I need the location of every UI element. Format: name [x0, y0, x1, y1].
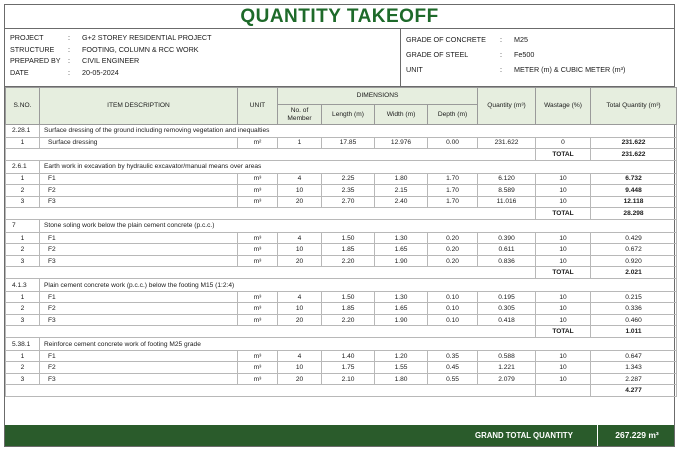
section-title: Stone soling work below the plain cement concrete (p.c.c.) — [40, 220, 677, 233]
spacer-cell — [6, 149, 536, 161]
info-label: STRUCTURE — [10, 44, 55, 54]
cell-members: 20 — [278, 255, 322, 267]
section-row — [6, 279, 677, 292]
cell-depth: 0.20 — [428, 232, 478, 244]
total-label: TOTAL — [536, 267, 591, 279]
cell-length: 2.35 — [322, 185, 375, 197]
section-title: Earth work in excavation by hydraulic excavator/manual means over areas — [40, 161, 677, 174]
cell-total: 9.448 — [591, 185, 677, 197]
cell-qty: 1.221 — [478, 362, 536, 374]
info-colon: : — [68, 56, 70, 66]
cell-unit: m³ — [238, 244, 278, 256]
table-row — [6, 291, 677, 303]
cell-total: 6.732 — [591, 173, 677, 185]
cell-width: 2.40 — [375, 196, 428, 208]
project-info — [5, 29, 674, 87]
cell-width: 1.90 — [375, 314, 428, 326]
info-colon: : — [500, 35, 502, 44]
cell-width: 12.976 — [375, 137, 428, 149]
table-row — [6, 137, 677, 149]
cell-unit: m³ — [238, 350, 278, 362]
info-value: CIVIL ENGINEER — [82, 56, 140, 66]
header-members: No. of Member — [278, 105, 322, 125]
grand-total-bar — [5, 425, 674, 446]
cell-desc: F2 — [40, 244, 238, 256]
cell-unit: m³ — [238, 362, 278, 374]
cell-members: 10 — [278, 303, 322, 315]
cell-unit: m³ — [238, 303, 278, 315]
section-title: Reinforce cement concrete work of footing M25 grade — [40, 338, 677, 351]
cell-depth: 0.45 — [428, 362, 478, 374]
cell-wastage: 10 — [536, 303, 591, 315]
spacer-cell — [6, 208, 536, 220]
info-row — [10, 55, 400, 67]
cell-sno: 2 — [6, 185, 40, 197]
info-label: PROJECT — [10, 33, 44, 43]
cell-qty: 6.120 — [478, 173, 536, 185]
header-quantity: Quantity (m³) — [478, 88, 536, 125]
cell-members: 1 — [278, 137, 322, 149]
cell-length: 17.85 — [322, 137, 375, 149]
cell-wastage: 0 — [536, 137, 591, 149]
cell-desc: F2 — [40, 185, 238, 197]
title-bar — [5, 5, 674, 29]
grand-total-value: 267.229 m³ — [597, 425, 676, 446]
cell-qty: 0.195 — [478, 291, 536, 303]
cell-sno: 1 — [6, 232, 40, 244]
cell-sno: 1 — [6, 291, 40, 303]
section-total-value: 2.021 — [591, 267, 677, 279]
info-value: METER (m) & CUBIC METER (m³) — [514, 65, 626, 74]
section-title: Plain cement concrete work (p.c.c.) below the footing M15 (1:2:4) — [40, 279, 677, 292]
header-sno: S.NO. — [6, 88, 40, 125]
section-total-row — [6, 149, 677, 161]
cell-members: 20 — [278, 196, 322, 208]
info-value: M25 — [514, 35, 528, 44]
cell-total: 0.460 — [591, 314, 677, 326]
table-row — [6, 350, 677, 362]
cell-desc: F1 — [40, 291, 238, 303]
cell-depth: 1.70 — [428, 196, 478, 208]
section-total-value: 231.622 — [591, 149, 677, 161]
section-total-row — [6, 208, 677, 220]
info-label: GRADE OF CONCRETE — [406, 35, 486, 44]
cell-length: 2.10 — [322, 373, 375, 385]
cell-wastage: 10 — [536, 255, 591, 267]
cell-sno: 3 — [6, 314, 40, 326]
cell-width: 1.30 — [375, 232, 428, 244]
info-value: FOOTING, COLUMN & RCC WORK — [82, 44, 199, 54]
cell-desc: F1 — [40, 232, 238, 244]
project-info-left — [5, 29, 401, 86]
total-label: TOTAL — [536, 208, 591, 220]
cell-length: 2.25 — [322, 173, 375, 185]
info-row — [406, 47, 674, 62]
takeoff-sheet — [4, 4, 675, 447]
cell-qty: 0.588 — [478, 350, 536, 362]
section-row — [6, 338, 677, 351]
cell-width: 2.15 — [375, 185, 428, 197]
cell-width: 1.20 — [375, 350, 428, 362]
info-row — [10, 44, 400, 56]
total-label: TOTAL — [536, 326, 591, 338]
cell-desc: F3 — [40, 255, 238, 267]
cell-members: 4 — [278, 350, 322, 362]
cell-members: 4 — [278, 291, 322, 303]
cell-desc: F3 — [40, 314, 238, 326]
cell-sno: 3 — [6, 373, 40, 385]
header-width: Width (m) — [375, 105, 428, 125]
table-row — [6, 303, 677, 315]
table-row — [6, 196, 677, 208]
section-code: 4.1.3 — [6, 279, 40, 292]
section-total-value: 1.011 — [591, 326, 677, 338]
cell-depth: 0.20 — [428, 255, 478, 267]
cell-desc: F2 — [40, 303, 238, 315]
cell-sno: 1 — [6, 350, 40, 362]
cell-qty: 0.418 — [478, 314, 536, 326]
quantity-table — [5, 87, 677, 397]
cell-total: 231.622 — [591, 137, 677, 149]
cell-wastage: 10 — [536, 196, 591, 208]
cell-length: 1.85 — [322, 303, 375, 315]
cell-sno: 3 — [6, 255, 40, 267]
cell-total: 0.429 — [591, 232, 677, 244]
cell-qty: 231.622 — [478, 137, 536, 149]
cell-total: 0.647 — [591, 350, 677, 362]
header-length: Length (m) — [322, 105, 375, 125]
cell-total: 12.118 — [591, 196, 677, 208]
info-colon: : — [500, 65, 502, 74]
cell-depth: 0.10 — [428, 303, 478, 315]
section-row — [6, 125, 677, 138]
cell-wastage: 10 — [536, 244, 591, 256]
cell-total: 1.343 — [591, 362, 677, 374]
table-row — [6, 314, 677, 326]
cell-sno: 2 — [6, 303, 40, 315]
page-title: QUANTITY TAKEOFF — [240, 5, 439, 27]
cell-members: 4 — [278, 232, 322, 244]
project-info-right — [401, 29, 674, 86]
cell-desc: F3 — [40, 196, 238, 208]
cell-wastage: 10 — [536, 350, 591, 362]
cell-length: 2.20 — [322, 314, 375, 326]
cell-qty: 0.390 — [478, 232, 536, 244]
cell-wastage: 10 — [536, 291, 591, 303]
cell-sno: 2 — [6, 244, 40, 256]
cell-members: 20 — [278, 314, 322, 326]
section-code: 7 — [6, 220, 40, 233]
cell-width: 1.80 — [375, 173, 428, 185]
section-total-row — [6, 385, 677, 397]
cell-qty: 0.611 — [478, 244, 536, 256]
cell-members: 4 — [278, 173, 322, 185]
grand-total-label: GRAND TOTAL QUANTITY — [475, 431, 573, 440]
cell-qty: 2.079 — [478, 373, 536, 385]
header-depth: Depth (m) — [428, 105, 478, 125]
spacer-cell — [6, 385, 536, 397]
cell-unit: m³ — [238, 373, 278, 385]
info-colon: : — [68, 44, 70, 54]
cell-desc: F1 — [40, 173, 238, 185]
section-code: 2.6.1 — [6, 161, 40, 174]
section-code: 2.28.1 — [6, 125, 40, 138]
cell-unit: m³ — [238, 196, 278, 208]
info-colon: : — [68, 33, 70, 43]
cell-length: 1.85 — [322, 244, 375, 256]
cell-depth: 1.70 — [428, 185, 478, 197]
header-description: ITEM DESCRIPTION — [40, 88, 238, 125]
cell-wastage: 10 — [536, 232, 591, 244]
table-row — [6, 185, 677, 197]
info-colon: : — [68, 67, 70, 77]
cell-length: 1.50 — [322, 291, 375, 303]
header-dimensions: DIMENSIONS — [278, 88, 478, 105]
cell-depth: 1.70 — [428, 173, 478, 185]
cell-width: 1.80 — [375, 373, 428, 385]
table-row — [6, 362, 677, 374]
cell-qty: 11.016 — [478, 196, 536, 208]
cell-wastage: 10 — [536, 362, 591, 374]
total-label — [536, 385, 591, 397]
section-total-row — [6, 267, 677, 279]
cell-width: 1.65 — [375, 244, 428, 256]
info-row — [10, 32, 400, 44]
cell-members: 10 — [278, 244, 322, 256]
cell-wastage: 10 — [536, 185, 591, 197]
cell-wastage: 10 — [536, 373, 591, 385]
info-value: Fe500 — [514, 50, 535, 59]
cell-sno: 1 — [6, 173, 40, 185]
cell-total: 0.336 — [591, 303, 677, 315]
spacer-cell — [6, 326, 536, 338]
cell-length: 1.50 — [322, 232, 375, 244]
cell-width: 1.55 — [375, 362, 428, 374]
cell-sno: 3 — [6, 196, 40, 208]
cell-unit: m³ — [238, 291, 278, 303]
cell-total: 0.215 — [591, 291, 677, 303]
info-value: 20-05-2024 — [82, 67, 119, 77]
info-row — [406, 62, 674, 77]
cell-total: 0.672 — [591, 244, 677, 256]
info-colon: : — [500, 50, 502, 59]
cell-depth: 0.35 — [428, 350, 478, 362]
cell-depth: 0.00 — [428, 137, 478, 149]
cell-depth: 0.55 — [428, 373, 478, 385]
info-row — [10, 67, 400, 79]
table-row — [6, 244, 677, 256]
section-title: Surface dressing of the ground including removing vegetation and inequalties — [40, 125, 677, 138]
cell-qty: 0.836 — [478, 255, 536, 267]
header-total-quantity: Total Quantity (m³) — [591, 88, 677, 125]
section-total-row — [6, 326, 677, 338]
cell-wastage: 10 — [536, 314, 591, 326]
section-total-value: 4.277 — [591, 385, 677, 397]
cell-desc: F1 — [40, 350, 238, 362]
cell-total: 0.920 — [591, 255, 677, 267]
table-row — [6, 255, 677, 267]
table-row — [6, 232, 677, 244]
header-unit: UNIT — [238, 88, 278, 125]
info-label: DATE — [10, 67, 29, 77]
cell-depth: 0.10 — [428, 314, 478, 326]
cell-length: 2.70 — [322, 196, 375, 208]
cell-width: 1.30 — [375, 291, 428, 303]
cell-desc: F2 — [40, 362, 238, 374]
section-row — [6, 161, 677, 174]
section-row — [6, 220, 677, 233]
cell-members: 20 — [278, 373, 322, 385]
table-row — [6, 173, 677, 185]
cell-desc: F3 — [40, 373, 238, 385]
cell-sno: 1 — [6, 137, 40, 149]
cell-qty: 0.305 — [478, 303, 536, 315]
cell-members: 10 — [278, 185, 322, 197]
section-code: 5.38.1 — [6, 338, 40, 351]
cell-members: 10 — [278, 362, 322, 374]
info-label: UNIT — [406, 65, 423, 74]
info-row — [406, 32, 674, 47]
cell-depth: 0.10 — [428, 291, 478, 303]
info-label: PREPARED BY — [10, 56, 61, 66]
cell-unit: m³ — [238, 173, 278, 185]
header-wastage: Wastage (%) — [536, 88, 591, 125]
section-total-value: 28.298 — [591, 208, 677, 220]
cell-wastage: 10 — [536, 173, 591, 185]
spacer-cell — [6, 267, 536, 279]
cell-length: 1.40 — [322, 350, 375, 362]
info-value: G+2 STOREY RESIDENTIAL PROJECT — [82, 33, 212, 43]
cell-unit: m³ — [238, 255, 278, 267]
cell-unit: m³ — [238, 185, 278, 197]
info-label: GRADE OF STEEL — [406, 50, 469, 59]
cell-unit: m³ — [238, 232, 278, 244]
cell-length: 1.75 — [322, 362, 375, 374]
cell-depth: 0.20 — [428, 244, 478, 256]
cell-sno: 2 — [6, 362, 40, 374]
cell-qty: 8.589 — [478, 185, 536, 197]
total-label: TOTAL — [536, 149, 591, 161]
cell-desc: Surface dressing — [40, 137, 238, 149]
cell-width: 1.65 — [375, 303, 428, 315]
cell-width: 1.90 — [375, 255, 428, 267]
cell-unit: m² — [238, 137, 278, 149]
cell-unit: m³ — [238, 314, 278, 326]
cell-length: 2.20 — [322, 255, 375, 267]
table-row — [6, 373, 677, 385]
cell-total: 2.287 — [591, 373, 677, 385]
